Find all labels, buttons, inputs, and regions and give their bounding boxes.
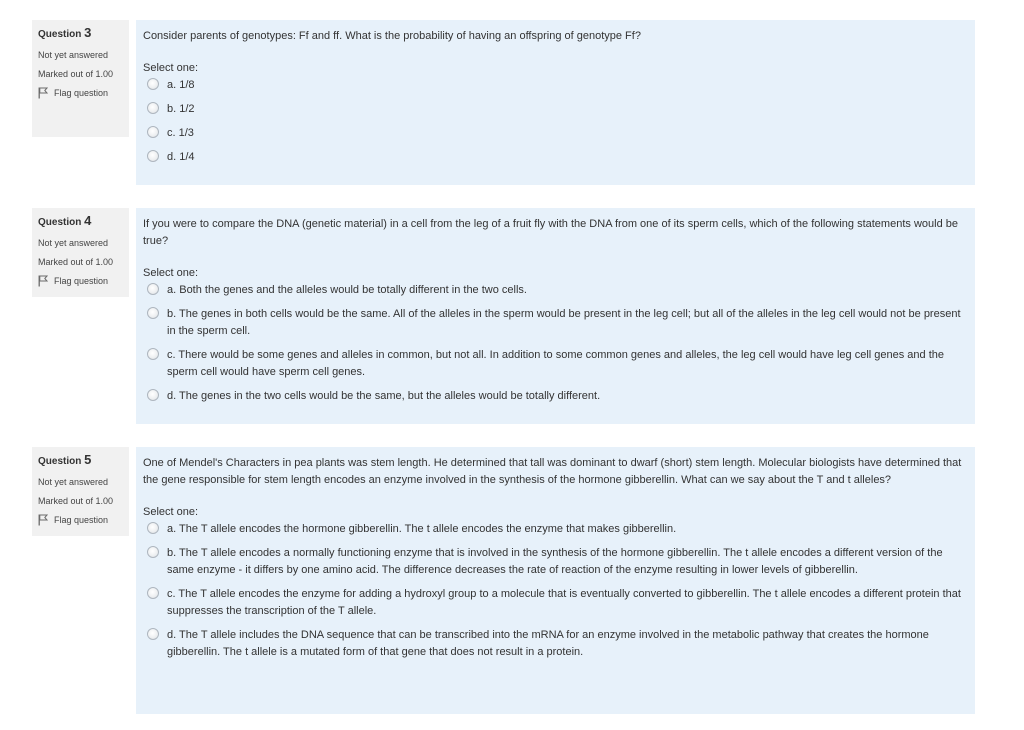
select-one-prompt: Select one: bbox=[143, 267, 199, 279]
flag-question-label: Flag question bbox=[54, 276, 109, 286]
radio-button[interactable] bbox=[147, 283, 159, 295]
flag-icon bbox=[38, 514, 48, 526]
radio-button[interactable] bbox=[147, 126, 159, 138]
option-label: b. 1/2 bbox=[167, 103, 195, 115]
question-info bbox=[32, 447, 129, 536]
question-text: If you were to compare the DNA (genetic material) in a cell from the leg of a fruit fly with the DNA from one of its sperm cells, which of the following statements would be true? bbox=[143, 218, 958, 247]
option-c[interactable] bbox=[143, 347, 967, 381]
option-label: a. Both the genes and the alleles would be totally different in the two cells. bbox=[167, 284, 527, 296]
option-a[interactable] bbox=[143, 282, 967, 299]
flag-question-label: Flag question bbox=[54, 515, 109, 525]
flag-question-label: Flag question bbox=[54, 88, 109, 98]
question-info bbox=[32, 20, 129, 137]
radio-button[interactable] bbox=[147, 587, 159, 599]
answer-options bbox=[143, 77, 967, 166]
option-label: d. The T allele includes the DNA sequence that can be transcribed into the mRNA for an enzyme involved in the metabolic pathway that creates the hormone gibberellin. The t allele is a mutated form of that gene that does not result in a protein. bbox=[167, 629, 929, 658]
option-label: b. The genes in both cells would be the same. All of the alleles in the sperm would be present in the leg cell; but all of the alleles in the leg cell would not be present in the sperm cell. bbox=[167, 308, 961, 337]
question-text: One of Mendel's Characters in pea plants was stem length. He determined that tall was dominant to dwarf (short) stem length. Molecular biologists have determined that the gene responsible for stem length encodes an enzyme involved in the synthesis of the hormone gibberellin. What can we say about the T and t alleles? bbox=[143, 457, 962, 486]
option-b[interactable] bbox=[143, 101, 967, 118]
radio-button[interactable] bbox=[147, 348, 159, 360]
answer-options bbox=[143, 521, 967, 661]
option-c[interactable] bbox=[143, 125, 967, 142]
option-b[interactable] bbox=[143, 545, 967, 579]
option-label: d. 1/4 bbox=[167, 151, 195, 163]
flag-question-button[interactable] bbox=[38, 87, 129, 99]
answer-options bbox=[143, 282, 967, 405]
question-marks: Marked out of 1.00 bbox=[38, 257, 114, 267]
option-a[interactable] bbox=[143, 77, 967, 94]
option-label: a. The T allele encodes the hormone gibberellin. The t allele encodes the enzyme that makes gibberellin. bbox=[167, 523, 677, 535]
radio-button[interactable] bbox=[147, 522, 159, 534]
question-content bbox=[136, 447, 975, 714]
radio-button[interactable] bbox=[147, 628, 159, 640]
answer-status: Not yet answered bbox=[38, 477, 109, 487]
question-marks: Marked out of 1.00 bbox=[38, 69, 114, 79]
question-info bbox=[32, 208, 129, 297]
answer-status: Not yet answered bbox=[38, 238, 109, 248]
select-one-prompt: Select one: bbox=[143, 62, 199, 74]
option-a[interactable] bbox=[143, 521, 967, 538]
question-number: Question 5 bbox=[38, 452, 92, 467]
option-label: d. The genes in the two cells would be the same, but the alleles would be totally different. bbox=[167, 390, 601, 402]
radio-button[interactable] bbox=[147, 307, 159, 319]
radio-button[interactable] bbox=[147, 546, 159, 558]
option-label: c. 1/3 bbox=[167, 127, 194, 139]
option-d[interactable] bbox=[143, 388, 967, 405]
select-one-prompt: Select one: bbox=[143, 506, 199, 518]
flag-icon bbox=[38, 275, 48, 287]
flag-question-button[interactable] bbox=[38, 514, 129, 526]
question-text: Consider parents of genotypes: Ff and ff. What is the probability of having an offspring of genotype Ff? bbox=[143, 30, 641, 42]
question-content bbox=[136, 20, 975, 185]
question-marks: Marked out of 1.00 bbox=[38, 496, 114, 506]
answer-status: Not yet answered bbox=[38, 50, 109, 60]
radio-button[interactable] bbox=[147, 150, 159, 162]
radio-button[interactable] bbox=[147, 78, 159, 90]
option-label: a. 1/8 bbox=[167, 79, 195, 91]
radio-button[interactable] bbox=[147, 389, 159, 401]
flag-icon bbox=[38, 87, 48, 99]
option-d[interactable] bbox=[143, 627, 967, 661]
question-content bbox=[136, 208, 975, 424]
option-d[interactable] bbox=[143, 149, 967, 166]
question-number: Question 4 bbox=[38, 213, 92, 228]
option-b[interactable] bbox=[143, 306, 967, 340]
option-label: b. The T allele encodes a normally functioning enzyme that is involved in the synthesis of the hormone gibberellin. The t allele encodes a different version of the same enzyme - it differs by one amino acid. The difference decreases the rate of reaction of the enzyme resulting in lower levels of gibberellin. bbox=[167, 547, 943, 576]
option-label: c. There would be some genes and alleles in common, but not all. In addition to some common genes and alleles, the leg cell would have leg cell genes and the sperm cell would have sperm cell genes. bbox=[167, 349, 944, 378]
radio-button[interactable] bbox=[147, 102, 159, 114]
flag-question-button[interactable] bbox=[38, 275, 129, 287]
option-c[interactable] bbox=[143, 586, 967, 620]
option-label: c. The T allele encodes the enzyme for adding a hydroxyl group to a molecule that is eventually converted to gibberellin. The t allele encodes a different protein that suppresses the transcription of the T allele. bbox=[167, 588, 961, 617]
question-number: Question 3 bbox=[38, 25, 92, 40]
